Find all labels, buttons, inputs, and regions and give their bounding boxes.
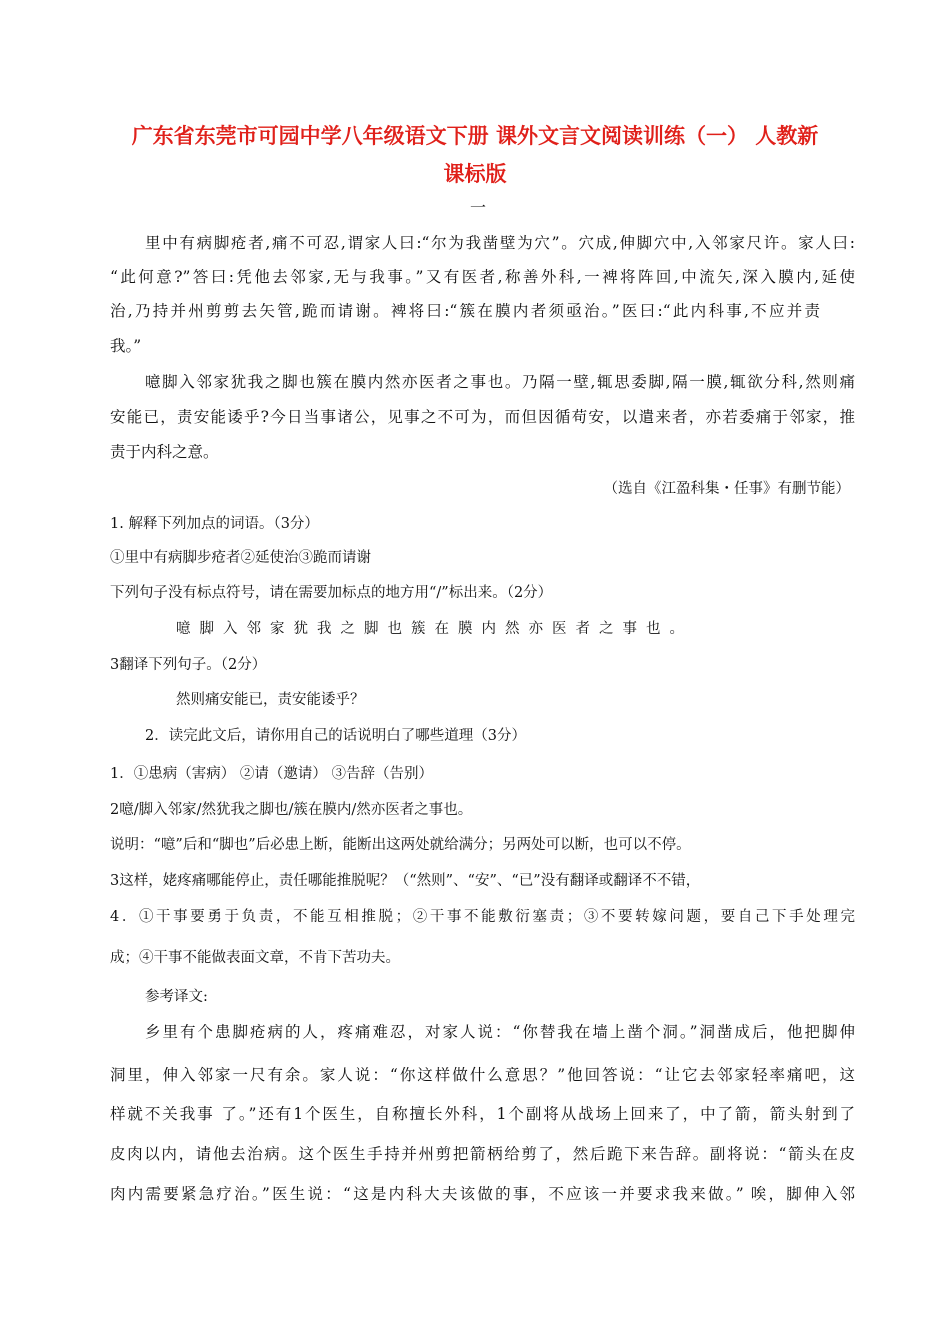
answer-4-line: 成；④干事不能做表面文章，不肯下苦功夫。 xyxy=(110,950,400,966)
answer-1: 1．①患病（害病） ②请（邀请） ③告辞（告别） xyxy=(110,766,433,782)
translation-line: 乡里有个患脚疮病的人，疼痛难忍，对家人说：“你替我在墙上凿个洞。”洞凿成后，他把脚伸 xyxy=(145,1023,855,1041)
passage-line: 责于内科之意。 xyxy=(110,443,219,461)
answer-2: 2噫/脚入邻家/然犹我之脚也/簇在膜内/然亦医者之事也。 xyxy=(110,802,473,818)
document-title: 广东省东莞市可园中学八年级语文下册 课外文言文阅读训练（一） 人教新 xyxy=(131,124,819,148)
answer-2-note: 说明：“噫”后和“脚也”后必患上断，能断出这两处就给满分；另两处可以断，也可以不停。 xyxy=(110,837,691,853)
answer-4-line: 4．①干事要勇于负责，不能互相推脱；②干事不能敷衍塞责；③不要转嫁问题，要自己下手处理完 xyxy=(110,909,855,925)
question-2-sentence: 噫脚入邻家犹我之脚也簇在膜内然亦医者之事也。 xyxy=(176,621,693,637)
passage-line: 噫脚入邻家犹我之脚也簇在膜内然亦医者之事也。乃隔一壁,辄思委脚,隔一膜,辄欲分科,然则痛 xyxy=(145,373,855,391)
passage-line: 里中有病脚疮者,痛不可忍,谓家人曰:“尔为我凿壁为穴”。穴成,伸脚穴中,入邻家尺许。家人曰: xyxy=(145,234,855,252)
translation-line: 样就不关我事 了。”还有1个医生，自称擅长外科，1个副将从战场上回来了，中了箭，箭头射到了 xyxy=(110,1105,855,1123)
translation-line: 皮肉以内，请他去治病。这个医生手持并州剪把箭柄给剪了，然后跪下来告辞。副将说：“箭头在皮 xyxy=(110,1145,855,1163)
passage-line: 治,乃持并州剪剪去矢管,跪而请谢。裨将曰:“簇在膜内者须亟治。”医曰:“此内科事,不应并责 xyxy=(110,302,820,320)
translation-line: 洞里，伸入邻家一尺有余。家人说：“你这样做什么意思？”他回答说：“让它去邻家轻率痛吧，这 xyxy=(110,1066,855,1084)
passage-line: 安能已，责安能诿乎?今日当事诸公，见事之不可为，而但因循苟安，以遣来者，亦若委痛于邻家，推 xyxy=(110,408,855,426)
question-2: 下列句子没有标点符号，请在需要加标点的地方用“/”标出来。（2分） xyxy=(110,585,553,601)
question-1-items: ①里中有病脚步疮者②延使治③跪而请谢 xyxy=(110,550,371,566)
question-3-sentence: 然则痛安能已，责安能诿乎？ xyxy=(176,692,365,708)
question-4: 2．读完此文后，请你用自己的话说明白了哪些道理（3分） xyxy=(145,728,526,744)
passage-line: “此何意?”答曰:凭他去邻家,无与我事。”又有医者,称善外科,一裨将阵回,中流矢,深入膜内,延使 xyxy=(110,268,855,286)
source-citation: （选自《江盈科集・任事》有删节能） xyxy=(603,481,850,497)
question-3: 3翻译下列句子。（2分） xyxy=(110,657,267,673)
document-title-continued: 课标版 xyxy=(443,162,507,186)
translation-line: 肉内需要紧急疗治。”医生说：“这是内科大夫该做的事，不应该一并要求我来做。” 唉，脚伸入邻 xyxy=(110,1185,855,1203)
translation-heading: 参考译文: xyxy=(145,989,208,1005)
answer-3: 3这样，姥疼痛哪能停止，责任哪能推脱呢？（“然则”、“安”、“已”没有翻译或翻译不不错， xyxy=(110,873,701,889)
section-number: 一 xyxy=(469,198,486,217)
question-1: 1. 解释下列加点的词语。（3分） xyxy=(110,516,319,532)
passage-line: 我。” xyxy=(110,337,142,355)
